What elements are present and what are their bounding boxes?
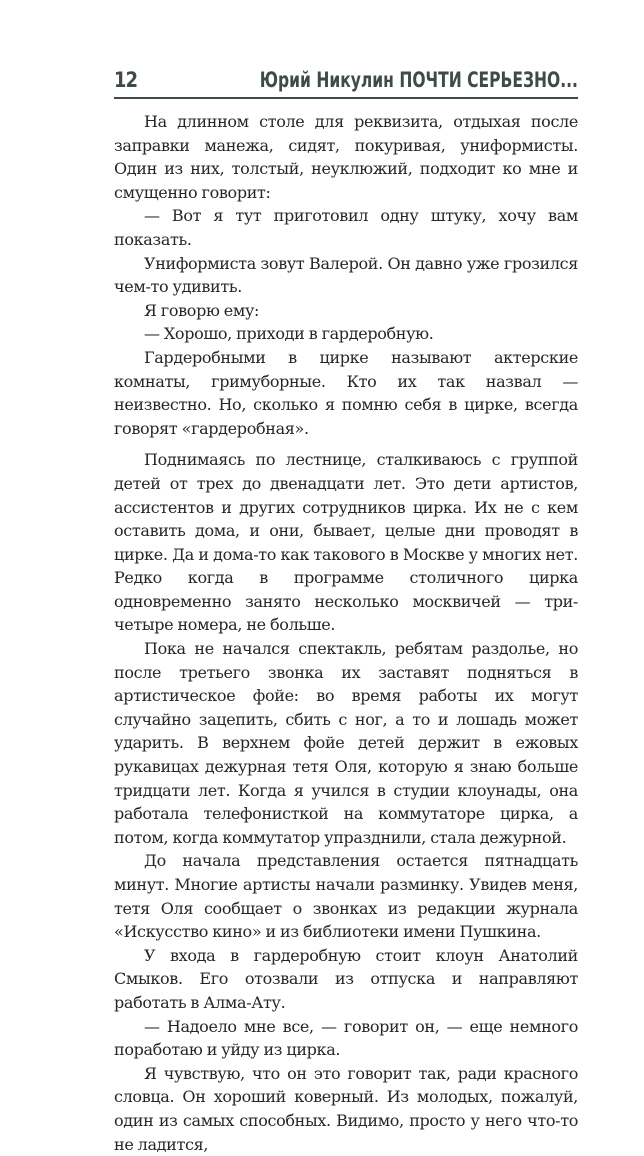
paragraph: Я чувствую, что он это говорит так, ради красного словца. Он хороший коверный. Из молодых, пожалуй, один из самых способных. Видимо, просто у него что-то не ладится,	[114, 1063, 578, 1154]
paragraph: — Вот я тут приготовил одну штуку, хочу вам показать.	[114, 206, 578, 249]
paragraph: Гардеробными в цирке называют актерские комнаты, гримуборные. Кто их так назвал — неизвестно. Но, сколько я помню себя в цирке, всегда говорят «гардеробная».	[114, 347, 578, 438]
body-text	[114, 110, 578, 1156]
paragraph: Пока не начался спектакль, ребятам раздолье, но после третьего звонка их заставят подняться в артистическое фойе: во время работы их могут случайно зацепить, сбить с ног, а то и лошадь может ударить. В верхнем фойе детей держит в ежовых рукавицах дежурная тетя Оля, которую я знаю больше тридцати лет. Когда я учился в студии клоунады, она работала телефонисткой на коммутаторе цирка, а потом, когда коммутатор упразднили, стала дежурной.	[114, 639, 578, 847]
paragraph: Поднимаясь по лестнице, сталкиваюсь с группой детей от трех до двенадцати лет. Это дети артистов, ассистентов и других сотрудников цирка. Их не с кем оставить дома, и они, бывает, целые дни проводят в цирке. Да и дома-то как такового в Москве у многих нет. Редко когда в программе столичного цирка одновременно занято несколько москвичей — три-четыре номера, не больше.	[114, 450, 578, 635]
paragraph: Униформиста зовут Валерой. Он давно уже грозился чем-то удивить.	[114, 253, 578, 297]
header-rule	[114, 97, 578, 99]
page-number: 12	[114, 68, 138, 92]
running-head-title: Юрий Никулин ПОЧТИ СЕРЬЕЗНО...	[259, 68, 578, 92]
paragraph: Я говорю ему:	[144, 300, 260, 320]
paragraph: У входа в гардеробную стоит клоун Анатолий Смыков. Его отозвали из отпуска и направляют работать в Алма-Ату.	[114, 945, 578, 1012]
paragraph: — Надоело мне все, — говорит он, — еще немного поработаю и уйду из цирка.	[114, 1016, 578, 1060]
paragraph: До начала представления остается пятнадцать минут. Многие артисты начали разминку. Увидев меня, тетя Оля сообщает о звонках из редакции журнала «Искусство кино» и из библиотеки имени Пушкина.	[114, 851, 578, 942]
paragraph: — Хорошо, приходи в гардеробную.	[144, 324, 434, 344]
running-header	[114, 64, 578, 104]
paragraph: На длинном столе для реквизита, отдыхая после заправки манежа, сидят, покуривая, униформисты. Один из них, толстый, неуклюжий, подходит ко мне и смущенно говорит:	[114, 112, 578, 202]
